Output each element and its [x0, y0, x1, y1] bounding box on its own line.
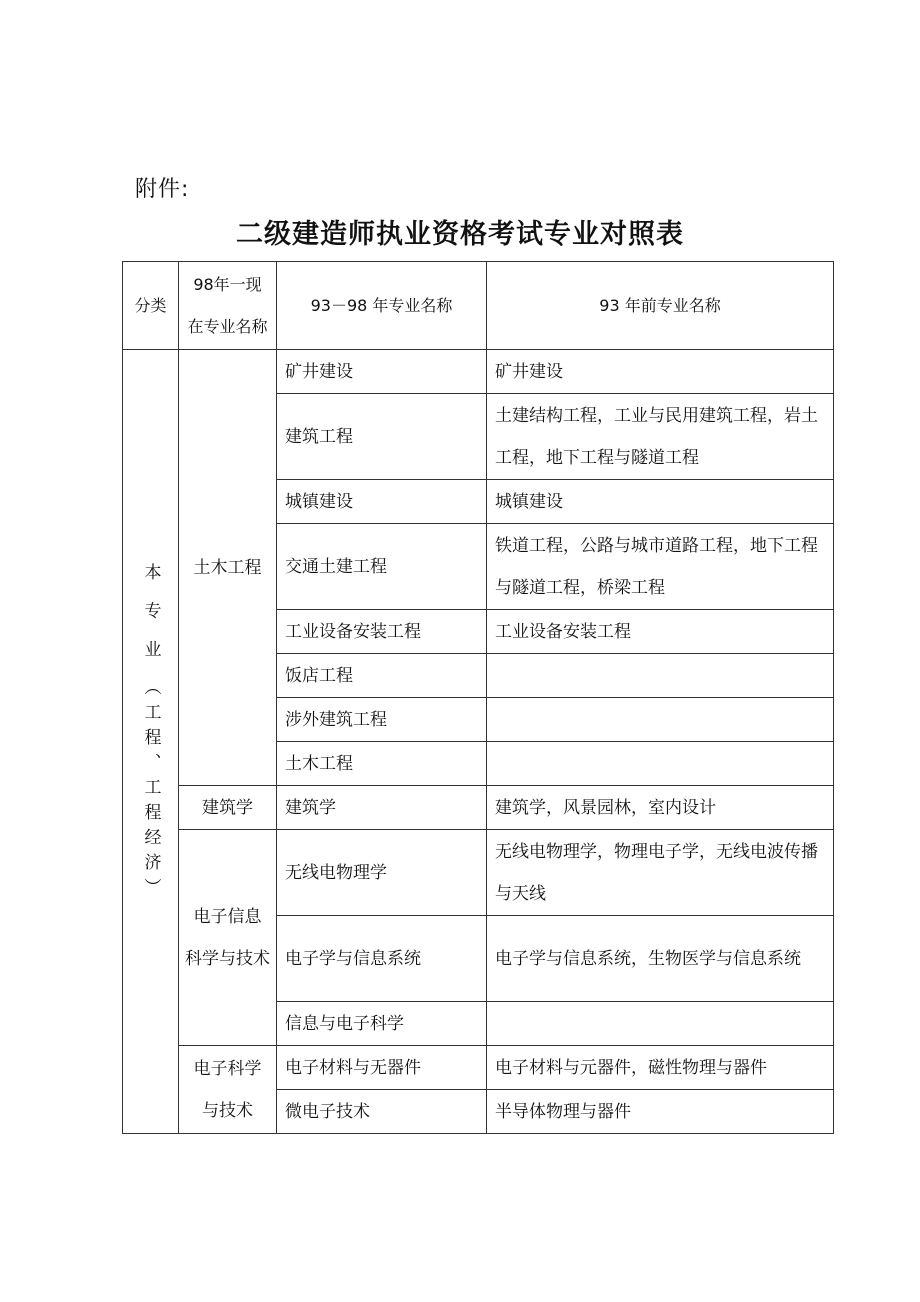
category-cell — [123, 350, 179, 1134]
header-mid-name: 93－98 年专业名称 — [277, 262, 487, 350]
old-major-cell — [487, 698, 834, 742]
old-major-cell: 工业设备安装工程 — [487, 610, 834, 654]
table-row — [123, 830, 834, 916]
mid-major-cell: 土木工程 — [277, 742, 487, 786]
table-row — [123, 1046, 834, 1090]
table-row — [123, 350, 834, 394]
mid-major-cell: 饭店工程 — [277, 654, 487, 698]
mid-major-cell: 电子材料与无器件 — [277, 1046, 487, 1090]
mid-major-cell: 交通土建工程 — [277, 524, 487, 610]
header-pre93-name: 93 年前专业名称 — [487, 262, 834, 350]
mid-major-cell: 工业设备安装工程 — [277, 610, 487, 654]
old-major-cell — [487, 742, 834, 786]
major-comparison-table — [122, 261, 834, 1134]
current-major-line1: 电子信息 — [193, 906, 262, 927]
header-current-name — [179, 262, 277, 350]
current-major-line2: 与技术 — [202, 1100, 253, 1121]
mid-major-cell: 微电子技术 — [277, 1090, 487, 1134]
document-title: 二级建造师执业资格考试专业对照表 — [236, 219, 684, 250]
mid-major-cell: 电子学与信息系统 — [277, 916, 487, 1002]
mid-major-cell: 信息与电子科学 — [277, 1002, 487, 1046]
header-current-line2: 在专业名称 — [187, 316, 268, 336]
current-major-cell: 建筑学 — [179, 786, 277, 830]
old-major-cell: 电子材料与元器件，磁性物理与器件 — [487, 1046, 834, 1090]
old-major-cell: 城镇建设 — [487, 480, 834, 524]
old-major-cell: 土建结构工程，工业与民用建筑工程，岩土工程，地下工程与隧道工程 — [487, 394, 834, 480]
old-major-cell: 矿井建设 — [487, 350, 834, 394]
attachment-label: 附件: — [135, 177, 190, 202]
current-major-cell — [179, 1046, 277, 1134]
header-current-line1: 98年一现 — [193, 274, 262, 294]
header-category: 分类 — [123, 262, 179, 350]
mid-major-cell: 城镇建设 — [277, 480, 487, 524]
category-label: 本 专 业 （工程、工程经济） — [140, 563, 161, 904]
mid-major-cell: 涉外建筑工程 — [277, 698, 487, 742]
old-major-cell: 半导体物理与器件 — [487, 1090, 834, 1134]
header-row — [123, 262, 834, 350]
mid-major-cell: 矿井建设 — [277, 350, 487, 394]
old-major-cell — [487, 1002, 834, 1046]
old-major-cell: 无线电物理学，物理电子学，无线电波传播与天线 — [487, 830, 834, 916]
old-major-cell: 电子学与信息系统，生物医学与信息系统 — [487, 916, 834, 1002]
old-major-cell: 建筑学，风景园林，室内设计 — [487, 786, 834, 830]
mid-major-cell: 建筑学 — [277, 786, 487, 830]
old-major-cell: 铁道工程，公路与城市道路工程，地下工程与隧道工程，桥梁工程 — [487, 524, 834, 610]
table-row — [123, 786, 834, 830]
current-major-cell — [179, 830, 277, 1046]
current-major-line2: 科学与技术 — [185, 948, 270, 969]
current-major-line1: 电子科学 — [193, 1058, 262, 1079]
mid-major-cell: 无线电物理学 — [277, 830, 487, 916]
old-major-cell — [487, 654, 834, 698]
mid-major-cell: 建筑工程 — [277, 394, 487, 480]
current-major-cell: 土木工程 — [179, 350, 277, 786]
